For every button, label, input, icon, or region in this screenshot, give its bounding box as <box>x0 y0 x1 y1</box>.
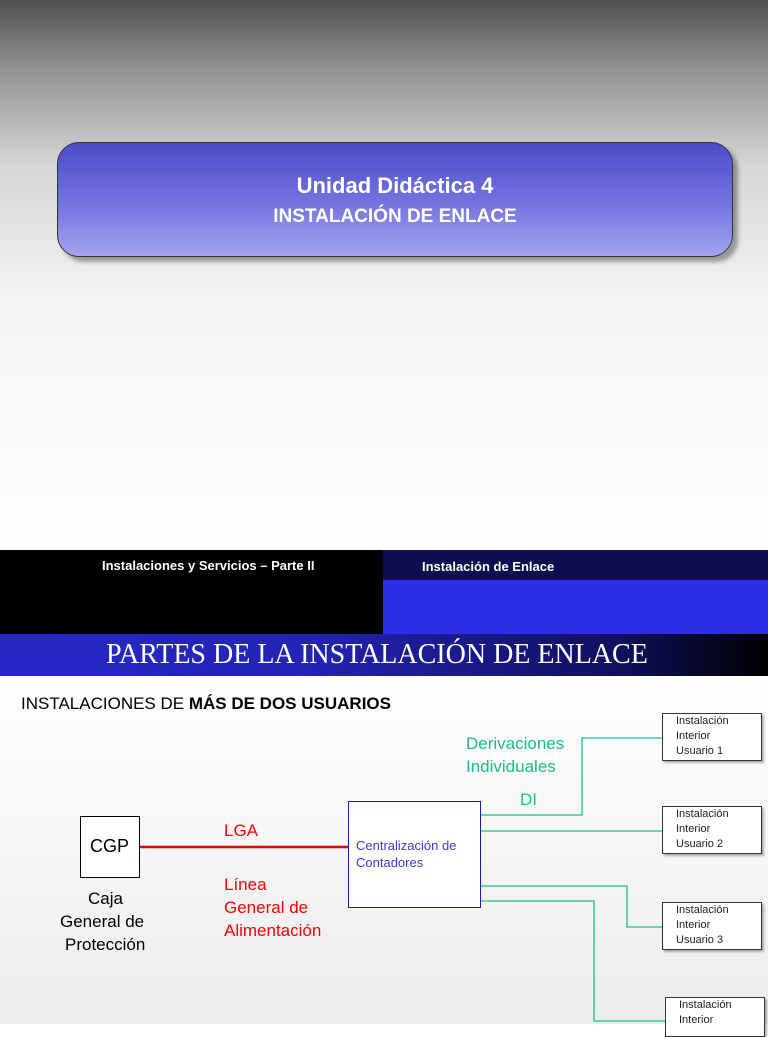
band-title: PARTES DE LA INSTALACIÓN DE ENLACE <box>106 639 648 670</box>
title-box <box>57 142 733 257</box>
di-label: DI <box>520 790 537 809</box>
cgp-desc-2: General de <box>60 912 145 931</box>
lga-desc-2: General de <box>224 898 309 917</box>
slide-parts <box>0 550 768 1024</box>
derivaciones-label-1: Derivaciones <box>466 734 565 753</box>
slide-subtitle-text: INSTALACIÓN DE ENLACE <box>273 206 517 227</box>
instalacion-usuario-3: Instalación Interior Usuario 3 <box>662 902 762 950</box>
cgp-box: CGP <box>80 816 140 878</box>
header-right <box>383 550 768 634</box>
section-heading: INSTALACIONES DE MÁS DE DOS USUARIOS <box>21 694 391 713</box>
header-left-text: Instalaciones y Servicios – Parte II <box>102 558 315 573</box>
lga-desc-3: Alimentación <box>224 921 322 940</box>
instalacion-usuario-4: Instalación Interior <box>665 997 765 1037</box>
header-left <box>0 550 383 634</box>
cgp-desc-3: Protección <box>65 935 146 954</box>
title-band <box>0 634 768 676</box>
instalacion-usuario-2: Instalación Interior Usuario 2 <box>662 806 762 854</box>
di-line-3 <box>481 886 662 927</box>
di-line-4 <box>481 901 665 1021</box>
instalacion-usuario-1: Instalación Interior Usuario 1 <box>662 713 762 761</box>
lga-label: LGA <box>224 821 259 840</box>
header-right-text: Instalación de Enlace <box>422 559 555 574</box>
centralizacion-box: Centralización de Contadores <box>348 801 481 908</box>
slide-title-text: Unidad Didáctica 4 <box>296 173 494 198</box>
derivaciones-label-2: Individuales <box>466 757 556 776</box>
diagram-area <box>0 676 768 1024</box>
lga-desc-1: Línea <box>224 875 267 894</box>
cgp-desc-1: Caja <box>88 889 123 908</box>
